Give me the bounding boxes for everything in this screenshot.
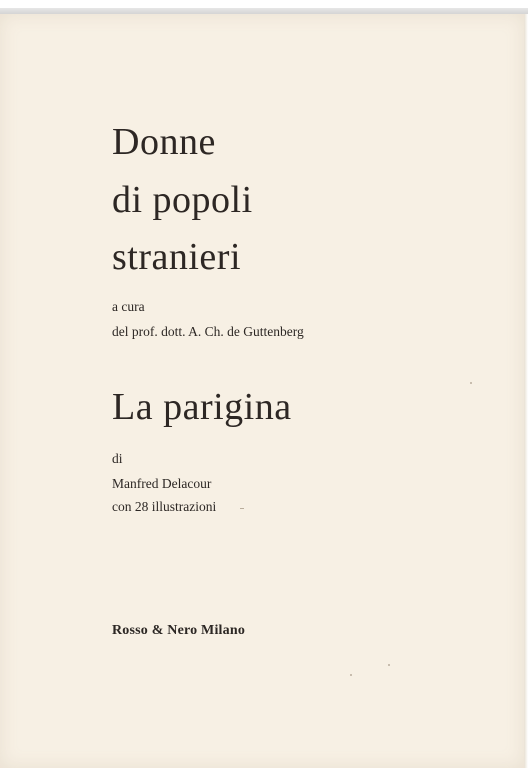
paper-speck	[350, 674, 352, 676]
page-right-edge	[524, 14, 528, 768]
author-name: Manfred Delacour	[112, 476, 212, 491]
series-title-line-1: Donne	[112, 121, 216, 163]
series-title-line-3: stranieri	[112, 236, 242, 278]
paper-speck	[470, 382, 472, 384]
publisher-imprint: Rosso & Nero Milano	[112, 623, 246, 638]
series-title-line-2: di popoli	[112, 179, 253, 221]
paper-speck	[240, 508, 244, 509]
editor-line-1: a cura	[112, 299, 145, 314]
author-prefix: di	[112, 451, 123, 466]
editor-line-2: del prof. dott. A. Ch. de Guttenberg	[112, 324, 304, 339]
book-title: La parigina	[112, 386, 292, 428]
paper-speck	[388, 664, 390, 666]
illustrations-note: con 28 illustrazioni	[112, 499, 217, 514]
